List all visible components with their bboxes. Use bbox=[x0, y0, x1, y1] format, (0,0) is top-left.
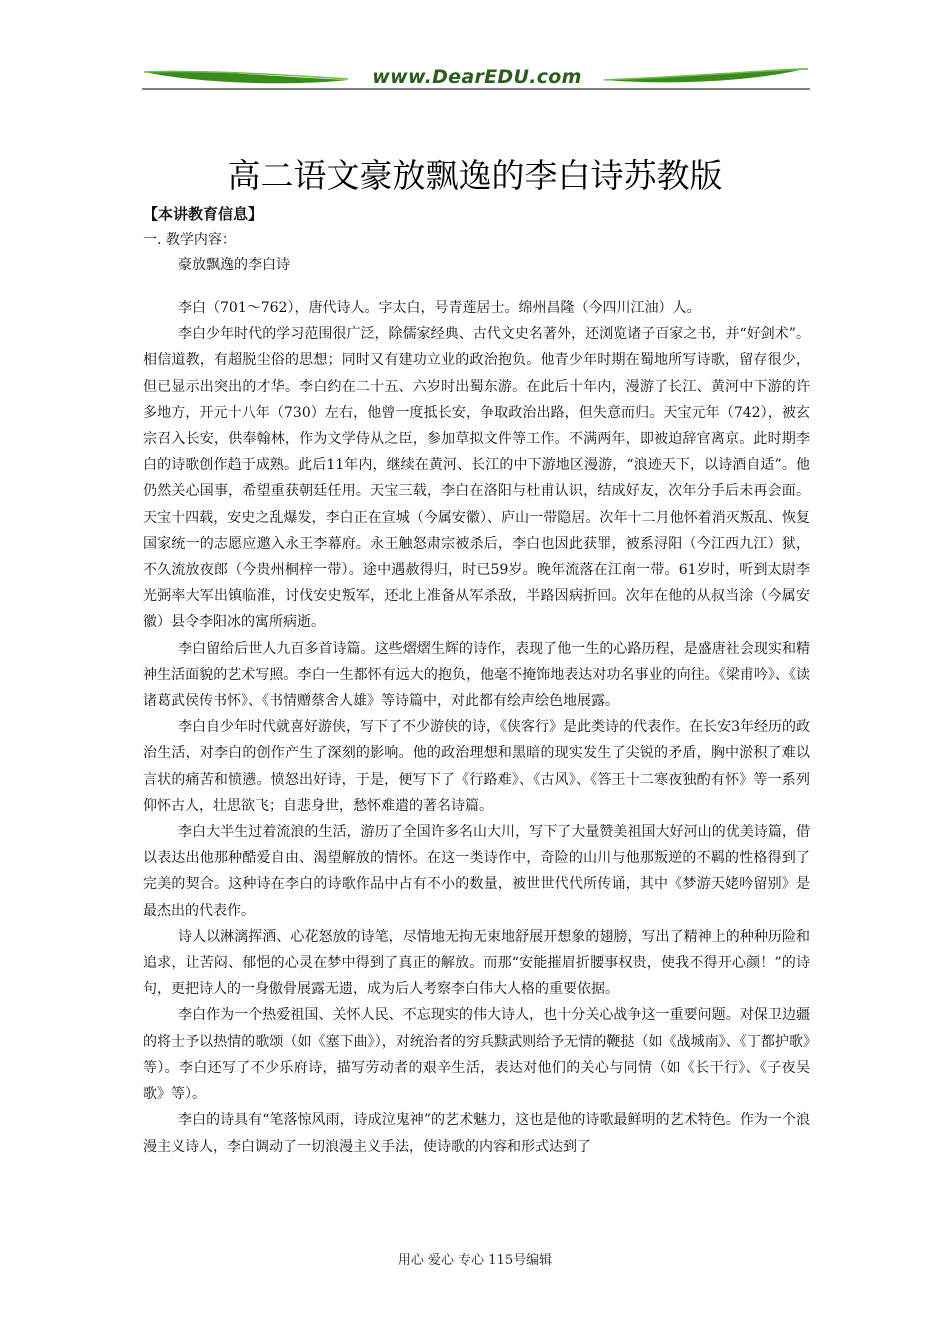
page-footer: 用心 爱心 专心 115号编辑 bbox=[397, 1253, 553, 1268]
section-heading: 一. 教学内容： bbox=[143, 232, 236, 248]
paragraph: 李白（701～762），唐代诗人。字太白，号青莲居士。绵州昌隆（今四川江油）人。 bbox=[178, 300, 701, 316]
paragraph: 李白的诗具有“笔落惊风雨，诗成泣鬼神”的艺术魅力，这也是他的诗歌最鲜明的艺术特色。作为一个浪漫主义诗人，李白调动了一切浪漫主义手法，使诗歌的内容和形式达到了 bbox=[143, 1112, 810, 1155]
page-header-banner bbox=[142, 58, 810, 98]
info-heading: 【本讲教育信息】 bbox=[143, 205, 264, 223]
paragraph: 李白少年时代的学习范围很广泛，除儒家经典、古代文史名著外，还浏览诸子百家之书，并“好剑术”。相信道教，有超脱尘俗的思想；同时又有建功立业的政治抱负。他青少年时期在蜀地所写诗歌，留存很少，但已显示出突出的才华。李白约在二十五、六岁时出蜀东游。在此后十年内，漫游了长江、黄河中下游的许多地方，开元十八年（730）左右，他曾一度抵长安，争取政治出路，但失意而归。天宝元年（742），被玄宗召入长安，供奉翰林，作为文学侍从之臣，参加草拟文件等工作。不满两年，即被迫辞官离京。此时期李白的诗歌创作趋于成熟。此后11年内，继续在黄河、长江的中下游地区漫游，“浪迹天下，以诗酒自适”。他仍然关心国事，希望重获朝廷任用。天宝三载，李白在洛阳与杜甫认识，结成好友，次年分手后未再会面。天宝十四载，安史之乱爆发，李白正在宣城（今属安徽）、庐山一带隐居。次年十二月他怀着消灭叛乱、恢复国家统一的志愿应邀入永王李幕府。永王触怒肃宗被杀后，李白也因此获罪，被系浔阳（今江西九江）狱，不久流放夜郎（今贵州桐梓一带）。途中遇赦得归，时已59岁。晚年流落在江南一带。61岁时，听到太尉李光弼率大军出镇临淮，讨伐安史叛军，还北上准备从军杀敌，半路因病折回。次年在他的从叔当涂（今属安徽）县令李阳冰的寓所病逝。 bbox=[143, 326, 810, 631]
paragraph: 李白留给后世人九百多首诗篇。这些熠熠生辉的诗作，表现了他一生的心路历程，是盛唐社会现实和精神生活面貌的艺术写照。李白一生都怀有远大的抱负，他毫不掩饰地表达对功名事业的向往。《梁甫吟》、《读诸葛武侯传书怀》、《书情赠蔡舍人雄》等诗篇中，对此都有绘声绘色地展露。 bbox=[143, 640, 810, 710]
paragraph: 李白作为一个热爱祖国、关怀人民、不忘现实的伟大诗人，也十分关心战争这一重要问题。对保卫边疆的将士予以热情的歌颂（如《塞下曲》），对统治者的穷兵黩武则给予无情的鞭挞（如《战城南》、《丁都护歌》等）。李白还写了不少乐府诗，描写劳动者的艰辛生活，表达对他们的关心与同情（如《长干行》、《子夜吴歌》等）。 bbox=[143, 1007, 810, 1103]
site-logo-text: www.DearEDU.com bbox=[372, 66, 582, 88]
document-body bbox=[143, 295, 810, 1160]
document-title: 高二语文豪放飘逸的李白诗苏教版 bbox=[227, 156, 723, 195]
lesson-subtitle: 豪放飘逸的李白诗 bbox=[178, 257, 290, 273]
paragraph: 诗人以淋漓挥洒、心花怒放的诗笔，尽情地无拘无束地舒展开想象的翅膀，写出了精神上的种种历险和追求，让苦闷、郁悒的心灵在梦中得到了真正的解放。而那“安能摧眉折腰事权贵，使我不得开心颜！”的诗句，更把诗人的一身傲骨展露无遗，成为后人考察李白伟大人格的重要依据。 bbox=[143, 928, 810, 998]
paragraph: 李白自少年时代就喜好游侠，写下了不少游侠的诗，《侠客行》是此类诗的代表作。在长安3年经历的政治生活，对李白的创作产生了深刻的影响。他的政治理想和黑暗的现实发生了尖锐的矛盾，胸中淤积了难以言状的痛苦和愤懑。愤怒出好诗，于是，便写下了《行路难》、《古风》、《答王十二寒夜独酌有怀》等一系列仰怀古人，壮思欲飞；自悲身世，愁怀难遣的著名诗篇。 bbox=[143, 719, 810, 814]
paragraph: 李白大半生过着流浪的生活，游历了全国许多名山大川，写下了大量赞美祖国大好河山的优美诗篇，借以表达出他那种酷爱自由、渴望解放的情怀。在这一类诗作中，奇险的山川与他那叛逆的不羁的性格得到了完美的契合。这种诗在李白的诗歌作品中占有不小的数量，被世世代代所传诵，其中《梦游天姥吟留别》是最杰出的代表作。 bbox=[143, 824, 810, 919]
